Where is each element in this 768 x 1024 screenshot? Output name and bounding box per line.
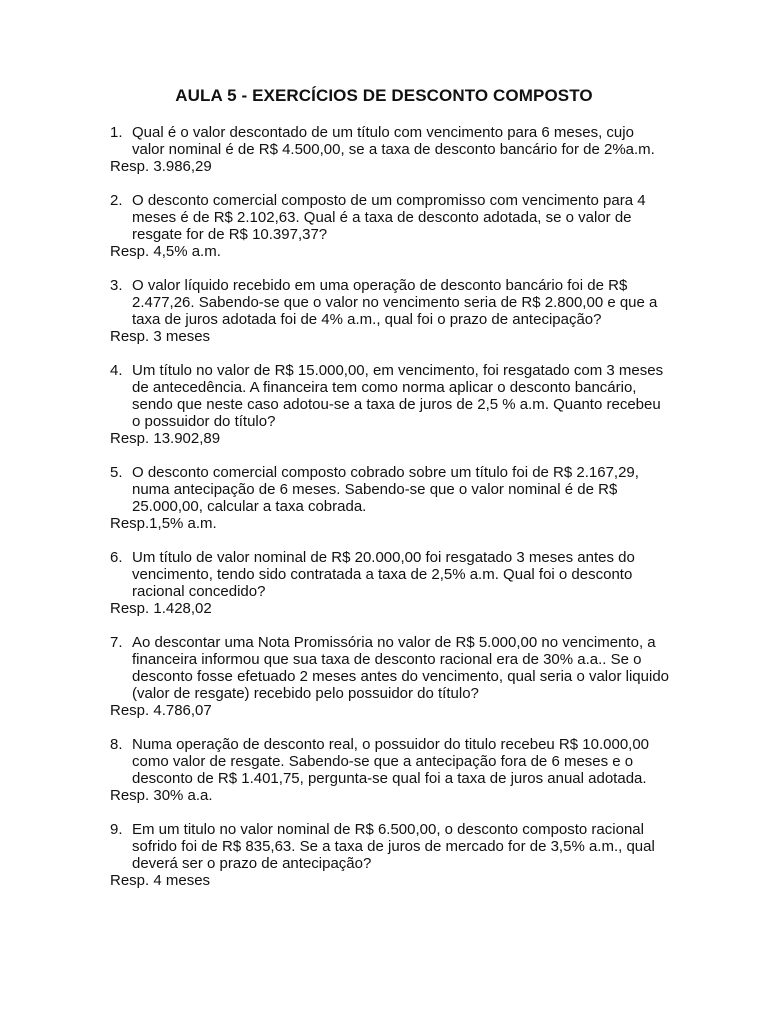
exercise-4 (110, 362, 670, 447)
page-title: AULA 5 - EXERCÍCIOS DE DESCONTO COMPOSTO (175, 86, 593, 105)
exercise-answer: Resp. 4 meses (110, 872, 211, 889)
exercise-question (110, 192, 670, 243)
exercise-number: 5. (110, 464, 123, 481)
exercise-2 (110, 192, 670, 260)
exercise-7 (110, 634, 670, 719)
exercise-answer: Resp. 4.786,07 (110, 702, 212, 719)
exercise-answer: Resp. 13.902,89 (110, 430, 221, 447)
exercise-question (110, 821, 670, 872)
exercise-1 (110, 124, 670, 175)
exercise-8 (110, 736, 670, 804)
exercise-question-text: Um título de valor nominal de R$ 20.000,00 foi resgatado 3 meses antes do vencimento, tendo sido contratada a taxa de 2,5% a.m. Qual foi o desconto racional concedido? (132, 549, 635, 600)
exercise-question (110, 634, 670, 702)
exercise-question-text: O valor líquido recebido em uma operação de desconto bancário foi de R$ 2.477,26. Sabendo-se que o valor no vencimento seria de R$ 2.800,00 e que a taxa de juros adotada foi de 4% a.m., qual foi o prazo de antecipação? (132, 277, 658, 328)
exercise-number: 9. (110, 821, 123, 838)
exercise-question (110, 362, 670, 430)
exercise-question-text: O desconto comercial composto de um compromisso com vencimento para 4 meses é de R$ 2.102,63. Qual é a taxa de desconto adotada, se o valor de resgate for de R$ 10.397,37? (132, 192, 646, 243)
exercise-answer: Resp. 3 meses (110, 328, 211, 345)
exercise-question-text: Numa operação de desconto real, o possuidor do titulo recebeu R$ 10.000,00 como valor de resgate. Sabendo-se que a antecipação fora de 6 meses e o desconto de R$ 1.401,75, pergunta-se qual foi a taxa de juros anual adotada. (132, 736, 650, 787)
exercise-answer: Resp.1,5% a.m. (110, 515, 217, 532)
exercise-question (110, 736, 670, 787)
exercise-6 (110, 549, 670, 617)
exercise-number: 3. (110, 277, 123, 294)
exercise-question (110, 464, 670, 515)
exercise-number: 8. (110, 736, 123, 753)
exercise-question (110, 124, 670, 158)
exercise-answer: Resp. 3.986,29 (110, 158, 212, 175)
exercise-number: 6. (110, 549, 123, 566)
exercise-number: 1. (110, 124, 123, 141)
exercise-answer: Resp. 4,5% a.m. (110, 243, 221, 260)
exercise-5 (110, 464, 670, 532)
exercise-number: 7. (110, 634, 123, 651)
exercise-question-text: Ao descontar uma Nota Promissória no valor de R$ 5.000,00 no vencimento, a financeira informou que sua taxa de desconto racional era de 30% a.a.. Se o desconto fosse efetuado 2 meses antes do vencimento, qual seria o valor liquido (valor de resgate) recebido pelo possuidor do título? (132, 634, 669, 702)
exercise-number: 2. (110, 192, 123, 209)
exercise-question (110, 549, 670, 600)
exercise-list (110, 124, 670, 906)
exercise-9 (110, 821, 670, 889)
exercise-number: 4. (110, 362, 123, 379)
exercise-question-text: Um título no valor de R$ 15.000,00, em vencimento, foi resgatado com 3 meses de antecedência. A financeira tem como norma aplicar o desconto bancário, sendo que neste caso adotou-se a taxa de juros de 2,5 % a.m. Quanto recebeu o possuidor do título? (132, 362, 664, 430)
exercise-3 (110, 277, 670, 345)
exercise-question (110, 277, 670, 328)
exercise-answer: Resp. 30% a.a. (110, 787, 213, 804)
exercise-question-text: Em um titulo no valor nominal de R$ 6.500,00, o desconto composto racional sofrido foi de R$ 835,63. Se a taxa de juros de mercado for de 3,5% a.m., qual deverá ser o prazo de antecipação? (132, 821, 655, 872)
exercise-question-text: O desconto comercial composto cobrado sobre um título foi de R$ 2.167,29, numa antecipação de 6 meses. Sabendo-se que o valor nominal é de R$ 25.000,00, calcular a taxa cobrada. (132, 464, 639, 515)
exercise-question-text: Qual é o valor descontado de um título com vencimento para 6 meses, cujo valor nominal é de R$ 4.500,00, se a taxa de desconto bancário for de 2%a.m. (132, 124, 655, 158)
exercise-answer: Resp. 1.428,02 (110, 600, 212, 617)
